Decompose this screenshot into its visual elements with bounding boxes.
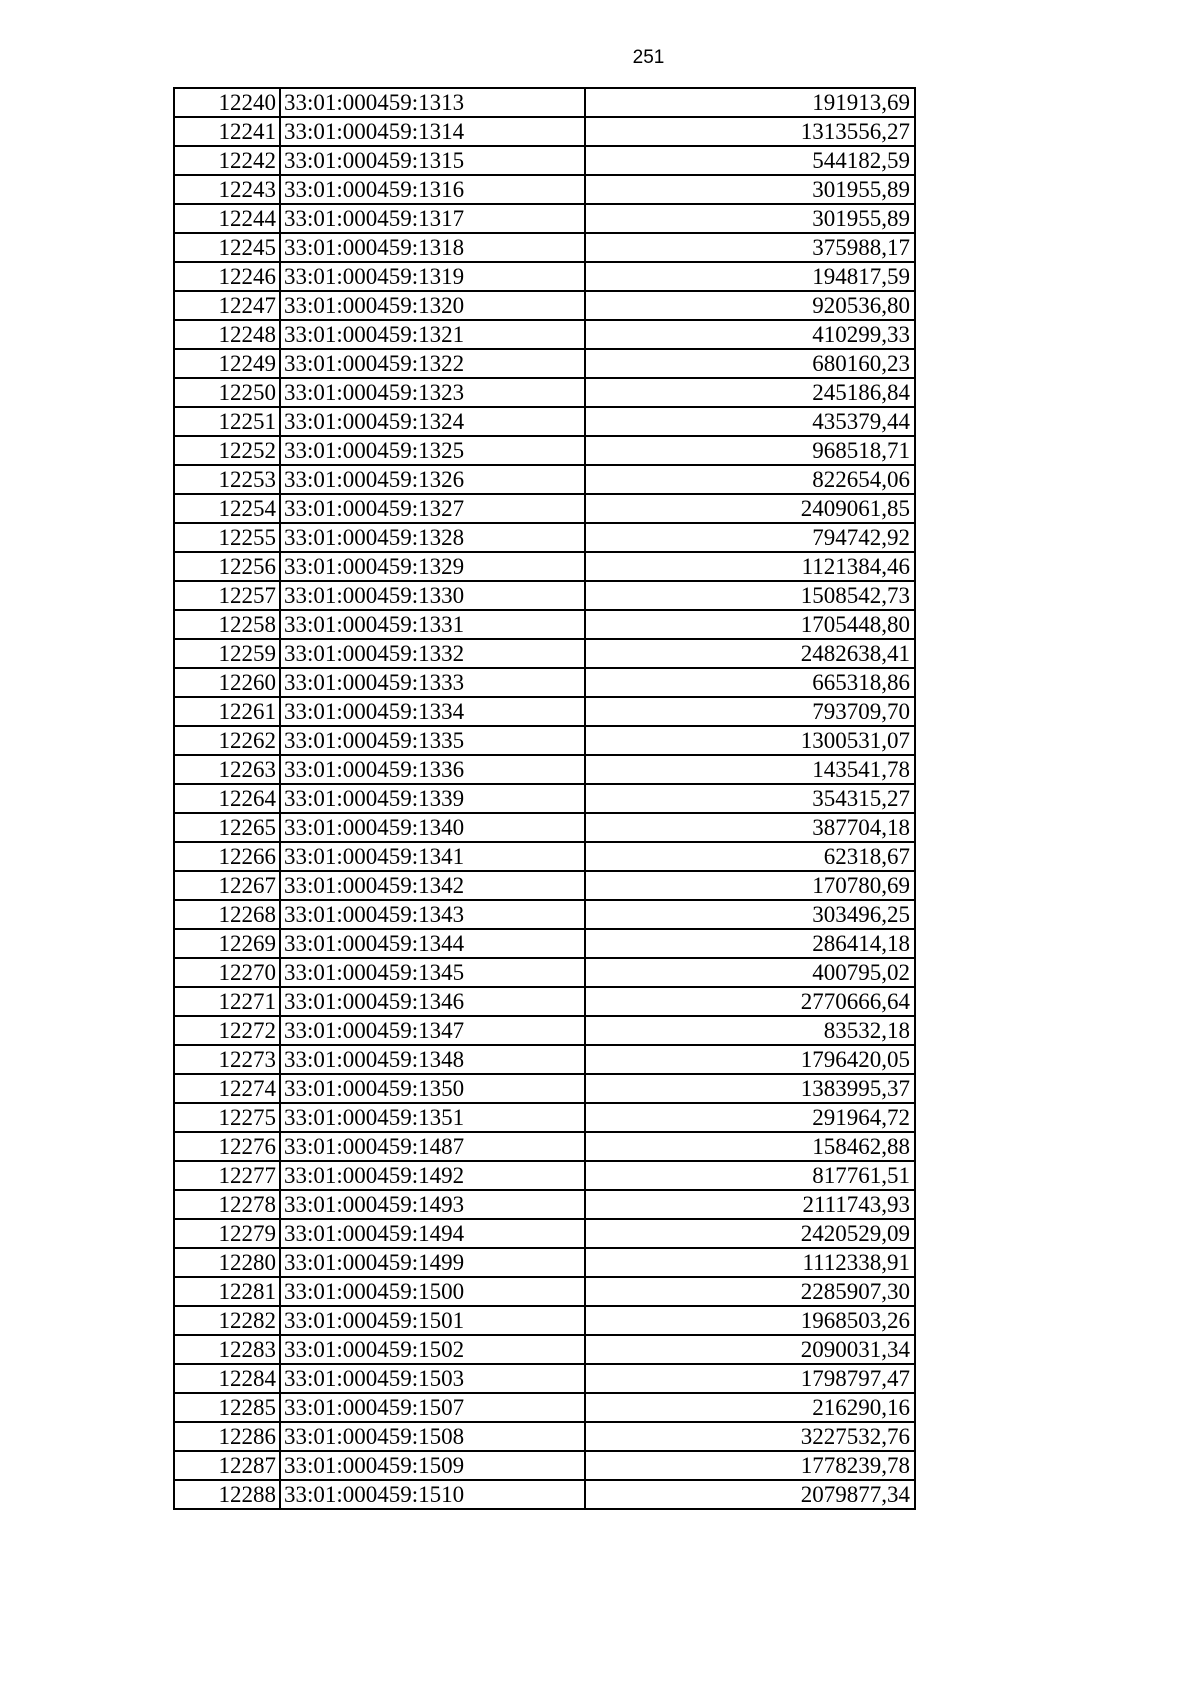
table-row xyxy=(174,1451,915,1480)
cadastral-number-cell: 33:01:000459:1502 xyxy=(280,1335,585,1364)
value-cell: 1383995,37 xyxy=(585,1074,915,1103)
row-number-cell: 12246 xyxy=(174,262,280,291)
cadastral-number-cell: 33:01:000459:1334 xyxy=(280,697,585,726)
row-number-cell: 12254 xyxy=(174,494,280,523)
table-row xyxy=(174,1277,915,1306)
value-cell: 1121384,46 xyxy=(585,552,915,581)
cadastral-number-cell: 33:01:000459:1325 xyxy=(280,436,585,465)
table-row xyxy=(174,1306,915,1335)
table-row xyxy=(174,175,915,204)
row-number-cell: 12278 xyxy=(174,1190,280,1219)
cadastral-number-cell: 33:01:000459:1348 xyxy=(280,1045,585,1074)
table-body xyxy=(174,88,915,1509)
row-number-cell: 12281 xyxy=(174,1277,280,1306)
table-row xyxy=(174,929,915,958)
row-number-cell: 12269 xyxy=(174,929,280,958)
table-row xyxy=(174,610,915,639)
row-number-cell: 12274 xyxy=(174,1074,280,1103)
row-number-cell: 12241 xyxy=(174,117,280,146)
table-row xyxy=(174,755,915,784)
value-cell: 158462,88 xyxy=(585,1132,915,1161)
cadastral-number-cell: 33:01:000459:1510 xyxy=(280,1480,585,1509)
value-cell: 2770666,64 xyxy=(585,987,915,1016)
value-cell: 665318,86 xyxy=(585,668,915,697)
cadastral-number-cell: 33:01:000459:1501 xyxy=(280,1306,585,1335)
cadastral-number-cell: 33:01:000459:1321 xyxy=(280,320,585,349)
cadastral-number-cell: 33:01:000459:1345 xyxy=(280,958,585,987)
value-cell: 2111743,93 xyxy=(585,1190,915,1219)
table-row xyxy=(174,1364,915,1393)
table-row xyxy=(174,552,915,581)
cadastral-number-cell: 33:01:000459:1318 xyxy=(280,233,585,262)
row-number-cell: 12249 xyxy=(174,349,280,378)
cadastral-number-cell: 33:01:000459:1500 xyxy=(280,1277,585,1306)
cadastral-number-cell: 33:01:000459:1329 xyxy=(280,552,585,581)
value-cell: 303496,25 xyxy=(585,900,915,929)
cadastral-number-cell: 33:01:000459:1503 xyxy=(280,1364,585,1393)
row-number-cell: 12257 xyxy=(174,581,280,610)
row-number-cell: 12263 xyxy=(174,755,280,784)
cadastral-number-cell: 33:01:000459:1330 xyxy=(280,581,585,610)
cadastral-number-cell: 33:01:000459:1342 xyxy=(280,871,585,900)
table-row xyxy=(174,349,915,378)
value-cell: 793709,70 xyxy=(585,697,915,726)
page-number: 251 xyxy=(632,47,665,68)
value-cell: 817761,51 xyxy=(585,1161,915,1190)
table-row xyxy=(174,204,915,233)
value-cell: 680160,23 xyxy=(585,349,915,378)
value-cell: 387704,18 xyxy=(585,813,915,842)
row-number-cell: 12252 xyxy=(174,436,280,465)
table-row xyxy=(174,436,915,465)
value-cell: 301955,89 xyxy=(585,204,915,233)
row-number-cell: 12284 xyxy=(174,1364,280,1393)
cadastral-number-cell: 33:01:000459:1314 xyxy=(280,117,585,146)
cadastral-number-cell: 33:01:000459:1341 xyxy=(280,842,585,871)
row-number-cell: 12267 xyxy=(174,871,280,900)
row-number-cell: 12265 xyxy=(174,813,280,842)
row-number-cell: 12272 xyxy=(174,1016,280,1045)
value-cell: 400795,02 xyxy=(585,958,915,987)
cadastral-number-cell: 33:01:000459:1315 xyxy=(280,146,585,175)
value-cell: 2482638,41 xyxy=(585,639,915,668)
value-cell: 62318,67 xyxy=(585,842,915,871)
cadastral-number-cell: 33:01:000459:1346 xyxy=(280,987,585,1016)
row-number-cell: 12275 xyxy=(174,1103,280,1132)
row-number-cell: 12251 xyxy=(174,407,280,436)
cadastral-number-cell: 33:01:000459:1344 xyxy=(280,929,585,958)
cadastral-number-cell: 33:01:000459:1509 xyxy=(280,1451,585,1480)
table-row xyxy=(174,262,915,291)
cadastral-number-cell: 33:01:000459:1487 xyxy=(280,1132,585,1161)
cadastral-number-cell: 33:01:000459:1317 xyxy=(280,204,585,233)
row-number-cell: 12282 xyxy=(174,1306,280,1335)
row-number-cell: 12259 xyxy=(174,639,280,668)
row-number-cell: 12276 xyxy=(174,1132,280,1161)
value-cell: 194817,59 xyxy=(585,262,915,291)
value-cell: 1313556,27 xyxy=(585,117,915,146)
value-cell: 143541,78 xyxy=(585,755,915,784)
cadastral-number-cell: 33:01:000459:1336 xyxy=(280,755,585,784)
table-row xyxy=(174,1074,915,1103)
cadastral-number-cell: 33:01:000459:1324 xyxy=(280,407,585,436)
value-cell: 191913,69 xyxy=(585,88,915,117)
value-cell: 1508542,73 xyxy=(585,581,915,610)
table-row xyxy=(174,291,915,320)
value-cell: 301955,89 xyxy=(585,175,915,204)
cadastral-number-cell: 33:01:000459:1319 xyxy=(280,262,585,291)
cadastral-number-cell: 33:01:000459:1326 xyxy=(280,465,585,494)
row-number-cell: 12283 xyxy=(174,1335,280,1364)
row-number-cell: 12261 xyxy=(174,697,280,726)
cadastral-number-cell: 33:01:000459:1350 xyxy=(280,1074,585,1103)
cadastral-number-cell: 33:01:000459:1343 xyxy=(280,900,585,929)
cadastral-number-cell: 33:01:000459:1494 xyxy=(280,1219,585,1248)
table-row xyxy=(174,233,915,262)
table-row xyxy=(174,639,915,668)
value-cell: 375988,17 xyxy=(585,233,915,262)
cadastral-number-cell: 33:01:000459:1328 xyxy=(280,523,585,552)
table-row xyxy=(174,987,915,1016)
table-row xyxy=(174,1045,915,1074)
cadastral-number-cell: 33:01:000459:1347 xyxy=(280,1016,585,1045)
value-cell: 216290,16 xyxy=(585,1393,915,1422)
value-cell: 2079877,34 xyxy=(585,1480,915,1509)
cadastral-number-cell: 33:01:000459:1507 xyxy=(280,1393,585,1422)
cadastral-number-cell: 33:01:000459:1331 xyxy=(280,610,585,639)
cadastral-number-cell: 33:01:000459:1323 xyxy=(280,378,585,407)
cadastral-number-cell: 33:01:000459:1316 xyxy=(280,175,585,204)
row-number-cell: 12253 xyxy=(174,465,280,494)
row-number-cell: 12266 xyxy=(174,842,280,871)
value-cell: 1112338,91 xyxy=(585,1248,915,1277)
table-row xyxy=(174,465,915,494)
row-number-cell: 12287 xyxy=(174,1451,280,1480)
cadastral-number-cell: 33:01:000459:1340 xyxy=(280,813,585,842)
value-cell: 968518,71 xyxy=(585,436,915,465)
value-cell: 291964,72 xyxy=(585,1103,915,1132)
table-row xyxy=(174,900,915,929)
row-number-cell: 12279 xyxy=(174,1219,280,1248)
value-cell: 1705448,80 xyxy=(585,610,915,639)
row-number-cell: 12286 xyxy=(174,1422,280,1451)
table-row xyxy=(174,1132,915,1161)
row-number-cell: 12248 xyxy=(174,320,280,349)
table-row xyxy=(174,1335,915,1364)
cadastral-number-cell: 33:01:000459:1332 xyxy=(280,639,585,668)
value-cell: 822654,06 xyxy=(585,465,915,494)
cadastral-number-cell: 33:01:000459:1320 xyxy=(280,291,585,320)
row-number-cell: 12277 xyxy=(174,1161,280,1190)
table-row xyxy=(174,813,915,842)
table-row xyxy=(174,407,915,436)
table-row xyxy=(174,146,915,175)
row-number-cell: 12285 xyxy=(174,1393,280,1422)
row-number-cell: 12268 xyxy=(174,900,280,929)
row-number-cell: 12247 xyxy=(174,291,280,320)
value-cell: 2409061,85 xyxy=(585,494,915,523)
table-row xyxy=(174,871,915,900)
cadastral-number-cell: 33:01:000459:1492 xyxy=(280,1161,585,1190)
value-cell: 1968503,26 xyxy=(585,1306,915,1335)
table-row xyxy=(174,320,915,349)
value-cell: 1300531,07 xyxy=(585,726,915,755)
row-number-cell: 12280 xyxy=(174,1248,280,1277)
value-cell: 1778239,78 xyxy=(585,1451,915,1480)
value-cell: 3227532,76 xyxy=(585,1422,915,1451)
row-number-cell: 12288 xyxy=(174,1480,280,1509)
cadastral-number-cell: 33:01:000459:1351 xyxy=(280,1103,585,1132)
cadastral-value-table xyxy=(173,87,916,1510)
row-number-cell: 12244 xyxy=(174,204,280,233)
value-cell: 435379,44 xyxy=(585,407,915,436)
value-cell: 170780,69 xyxy=(585,871,915,900)
table-row xyxy=(174,1219,915,1248)
table-row xyxy=(174,1393,915,1422)
cadastral-number-cell: 33:01:000459:1333 xyxy=(280,668,585,697)
row-number-cell: 12250 xyxy=(174,378,280,407)
table-row xyxy=(174,1422,915,1451)
value-cell: 410299,33 xyxy=(585,320,915,349)
cadastral-number-cell: 33:01:000459:1322 xyxy=(280,349,585,378)
value-cell: 245186,84 xyxy=(585,378,915,407)
table-row xyxy=(174,697,915,726)
cadastral-number-cell: 33:01:000459:1327 xyxy=(280,494,585,523)
table-row xyxy=(174,726,915,755)
value-cell: 920536,80 xyxy=(585,291,915,320)
cadastral-number-cell: 33:01:000459:1335 xyxy=(280,726,585,755)
table-row xyxy=(174,784,915,813)
row-number-cell: 12255 xyxy=(174,523,280,552)
value-cell: 1798797,47 xyxy=(585,1364,915,1393)
table-row xyxy=(174,1480,915,1509)
cadastral-number-cell: 33:01:000459:1493 xyxy=(280,1190,585,1219)
row-number-cell: 12270 xyxy=(174,958,280,987)
table-row xyxy=(174,1190,915,1219)
cadastral-number-cell: 33:01:000459:1313 xyxy=(280,88,585,117)
row-number-cell: 12240 xyxy=(174,88,280,117)
row-number-cell: 12243 xyxy=(174,175,280,204)
value-cell: 83532,18 xyxy=(585,1016,915,1045)
table-row xyxy=(174,668,915,697)
row-number-cell: 12262 xyxy=(174,726,280,755)
table-row xyxy=(174,958,915,987)
value-cell: 2090031,34 xyxy=(585,1335,915,1364)
row-number-cell: 12273 xyxy=(174,1045,280,1074)
cadastral-number-cell: 33:01:000459:1499 xyxy=(280,1248,585,1277)
table-row xyxy=(174,842,915,871)
value-cell: 1796420,05 xyxy=(585,1045,915,1074)
table-row xyxy=(174,1161,915,1190)
value-cell: 2285907,30 xyxy=(585,1277,915,1306)
row-number-cell: 12260 xyxy=(174,668,280,697)
table-row xyxy=(174,378,915,407)
row-number-cell: 12264 xyxy=(174,784,280,813)
table-row xyxy=(174,117,915,146)
cadastral-number-cell: 33:01:000459:1339 xyxy=(280,784,585,813)
table-row xyxy=(174,494,915,523)
value-cell: 794742,92 xyxy=(585,523,915,552)
value-cell: 2420529,09 xyxy=(585,1219,915,1248)
row-number-cell: 12271 xyxy=(174,987,280,1016)
table-row xyxy=(174,523,915,552)
value-cell: 544182,59 xyxy=(585,146,915,175)
table-row xyxy=(174,1016,915,1045)
cadastral-number-cell: 33:01:000459:1508 xyxy=(280,1422,585,1451)
table-row xyxy=(174,88,915,117)
table-row xyxy=(174,581,915,610)
row-number-cell: 12258 xyxy=(174,610,280,639)
value-cell: 354315,27 xyxy=(585,784,915,813)
row-number-cell: 12242 xyxy=(174,146,280,175)
table-row xyxy=(174,1248,915,1277)
table-row xyxy=(174,1103,915,1132)
row-number-cell: 12245 xyxy=(174,233,280,262)
row-number-cell: 12256 xyxy=(174,552,280,581)
value-cell: 286414,18 xyxy=(585,929,915,958)
